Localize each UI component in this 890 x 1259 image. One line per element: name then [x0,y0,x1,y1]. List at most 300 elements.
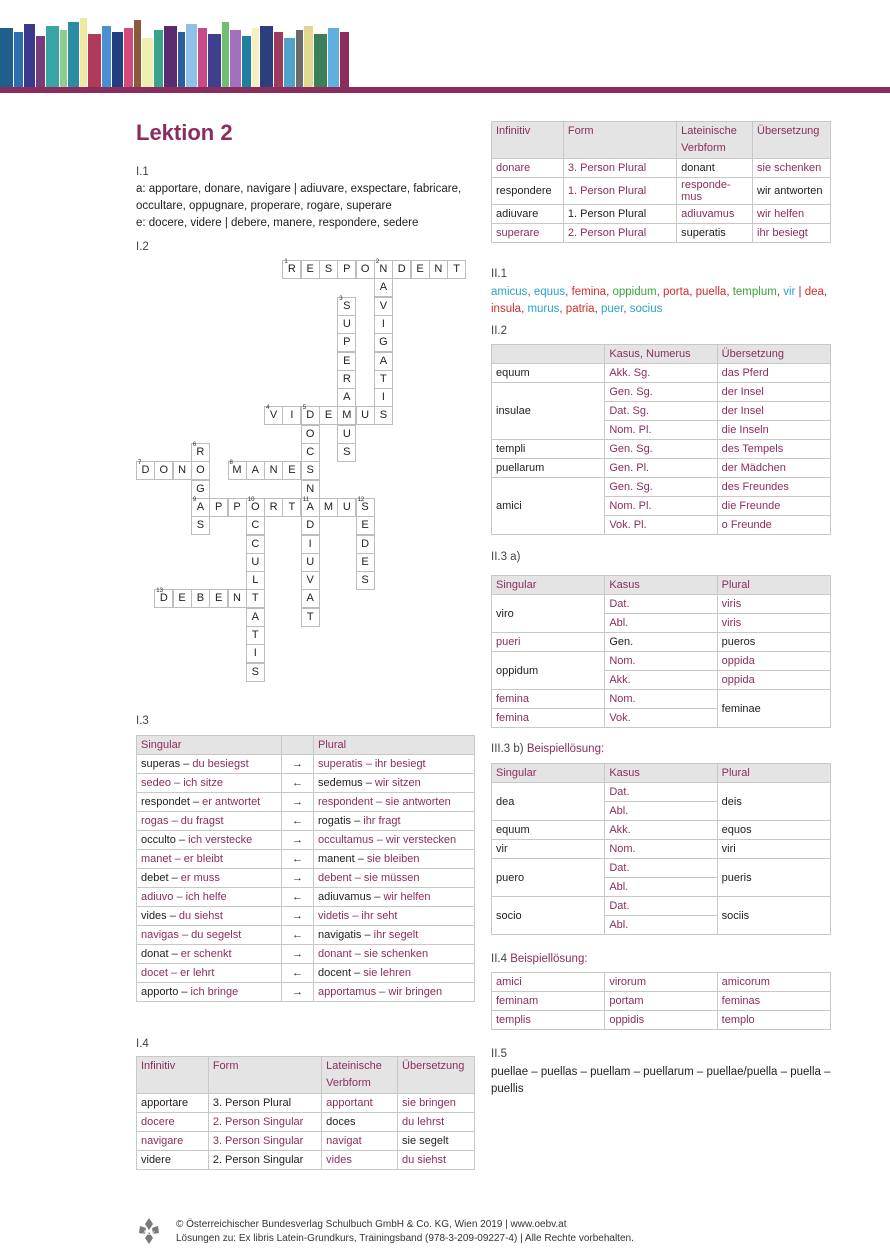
table-cell: pueros [717,633,830,652]
crossword-cell: A [337,388,356,407]
crossword-cell: C [246,516,265,535]
table-cell: templi [492,440,605,459]
header-cell: Infinitiv [137,1057,209,1094]
table-row [137,1094,475,1113]
answer-text: wir sitzen [374,777,421,789]
section-label-ii2: II.2 [491,325,507,337]
crossword-cell: A [246,461,265,480]
header-cell: Infinitiv [492,122,564,159]
plural-cell [314,831,475,850]
table-cell: o Freunde [717,516,830,535]
crossword-cell: A [246,608,265,627]
table-row [137,926,475,945]
table-cell: wir helfen [753,205,831,224]
crossword-cell: T [301,608,320,627]
table-cell: socio [492,897,605,935]
answer-text: du besiegst [192,758,249,770]
crossword-cell: P [337,333,356,352]
table-cell: Nom. Pl. [605,421,717,440]
noun-word: patria [565,303,595,315]
arrow-cell: → [282,907,314,926]
table-row [137,964,475,983]
answer-text: ich verstecke [188,834,253,846]
table-cell: Abl. [605,614,717,633]
table-cell: navigare [137,1132,209,1151]
crossword-cell: U [337,498,356,517]
header-cell: Plural [314,736,475,755]
crossword-cell: M [319,498,338,517]
table-row [492,652,831,671]
crossword-cell: R [337,370,356,389]
header-cell: Lateinische Verbform [322,1057,398,1094]
table-cell: Akk. [605,821,717,840]
noun-word: insula [491,303,522,315]
ii4-suffix: Beispiellösung: [510,953,588,965]
answer-text: navigas – du segelst [141,929,242,941]
crossword-cell: 12 S [356,498,375,517]
table-cell: oppidum [492,652,605,690]
plural-cell [314,812,475,831]
table-cell: pueri [492,633,605,652]
crossword-cell: E [282,461,301,480]
table-row [137,945,475,964]
table-header-row [492,345,831,364]
crossword-cell: P [228,498,247,517]
crossword-cell: O [154,461,173,480]
table-cell: sie bringen [398,1094,475,1113]
book-spine [230,30,241,88]
crossword-cell: D [356,535,375,554]
ii4-table [491,972,831,1030]
crossword-cell: 8 M [228,461,247,480]
crossword-cell: 11 A [301,498,320,517]
table-row [492,633,831,652]
book-spine [80,18,87,88]
table-cell: superare [492,224,564,243]
i1-text [136,181,466,232]
book-spine [304,26,313,88]
given-text: adiuvamus – [318,891,384,903]
table-row [492,440,831,459]
given-text: rogatis – [318,815,364,827]
table-cell: 1. Person Plural [563,178,676,205]
crossword-cell: N [228,589,247,608]
book-spine [274,32,283,88]
book-spine [164,26,177,88]
crossword-cell: U [337,315,356,334]
section-label-ii3a: II.3 a) [491,551,521,563]
table-cell: adiuvare [492,205,564,224]
arrow-cell: ← [282,812,314,831]
i3-table [136,735,475,1002]
crossword-cell: I [374,315,393,334]
header-cell: Singular [492,576,605,595]
table-row [137,793,475,812]
table-cell: sociis [717,897,830,935]
book-spine [198,28,207,88]
plural-cell [314,755,475,774]
given-text: sedemus – [318,777,375,789]
table-cell: Nom. [605,690,717,709]
noun-word: oppidum [612,286,657,298]
crossword-cell: E [209,589,228,608]
crossword-cell: C [246,535,265,554]
crossword-cell: 5 D [301,406,320,425]
book-spine [14,32,23,88]
singular-cell [137,888,282,907]
table-row [137,812,475,831]
ii3a-table [491,575,831,728]
table-row [137,983,475,1002]
verb-form-table [491,121,831,243]
crossword-cell: A [374,278,393,297]
table-cell: die Inseln [717,421,830,440]
iii3b-label: III.3 b) [491,743,524,755]
book-spine [186,24,197,88]
crossword-cell: U [301,553,320,572]
answer-text: ihr fragt [363,815,401,827]
answer-text: du siehst [178,910,223,922]
plural-cell [314,774,475,793]
header-cell: Übersetzung [753,122,831,159]
crossword-number: 2 [375,259,380,265]
table-cell: Abl. [605,916,717,935]
table-row [492,1011,831,1030]
crossword-cell: 9 A [191,498,210,517]
crossword-cell: N [429,260,448,279]
table-header-row [137,1057,475,1094]
table-cell: virorum [605,973,717,992]
table-cell: Gen. Sg. [605,440,717,459]
noun-word: dea [804,286,824,298]
logo-text: öbv [143,1230,155,1237]
crossword-cell: S [319,260,338,279]
noun-word: amicus [491,286,528,298]
plural-cell [314,926,475,945]
crossword-number: 11 [302,496,309,503]
arrow-cell: → [282,983,314,1002]
given-text: docent – [318,967,364,979]
answer-text: er schenkt [180,948,232,960]
table-cell: Abl. [605,802,717,821]
crossword-cell: T [246,589,265,608]
separator: , [565,286,572,298]
separator: , [726,286,733,298]
noun-word: vir [783,286,796,298]
crossword-cell: U [356,406,375,425]
table-row [492,478,831,497]
answer-text: videtis – ihr seht [318,910,398,922]
book-spine [296,30,303,88]
footer [176,1218,634,1246]
table-cell: femina [492,709,605,728]
separator: | [795,286,805,298]
table-row [137,1132,475,1151]
table-cell: navigat [322,1132,398,1151]
crossword-cell: C [301,443,320,462]
noun-word: puella [695,286,727,298]
arrow-cell: → [282,831,314,850]
table-row [492,783,831,802]
table-cell: apportant [322,1094,398,1113]
table-row [492,690,831,709]
crossword-cell: E [301,260,320,279]
table-cell: dea [492,783,605,821]
crossword-number: 10 [247,496,255,503]
header-cell: Kasus [605,576,717,595]
given-text: debet – [141,872,181,884]
table-cell: docere [137,1113,209,1132]
book-spine [0,28,13,88]
book-spine [124,28,133,88]
table-cell: templo [717,1011,830,1030]
crossword-cell: E [319,406,338,425]
noun-word: murus [527,303,560,315]
table-cell: 2. Person Plural [563,224,676,243]
table-cell: Nom. Pl. [605,497,717,516]
table-cell: 2. Person Singular [208,1151,321,1170]
answer-text: docet – er lehrt [141,967,215,979]
table-row [137,1151,475,1170]
table-row [492,859,831,878]
i1-line: occultare, oppugnare, properare, rogare, superare [136,200,392,212]
table-cell: equos [717,821,830,840]
separator: , [623,303,630,315]
crossword-cell: E [411,260,430,279]
arrow-cell: → [282,869,314,888]
table-row [492,973,831,992]
plural-cell [314,983,475,1002]
table-cell: Akk. [605,671,717,690]
arrow-cell: ← [282,964,314,983]
arrow-cell: → [282,793,314,812]
table-cell: Dat. Sg. [605,402,717,421]
answer-text: wir helfen [383,891,431,903]
table-row [492,840,831,859]
crossword-cell: S [374,406,393,425]
answer-text: ihr segelt [373,929,419,941]
table-cell: Dat. [605,595,717,614]
crossword-cell: T [246,626,265,645]
plural-cell [314,850,475,869]
book-spine [134,20,141,88]
arrow-cell: → [282,755,314,774]
table-cell: Vok. Pl. [605,516,717,535]
crossword-cell: V [374,297,393,316]
arrow-cell: ← [282,774,314,793]
crossword-cell: 2 N [374,260,393,279]
plural-cell [314,888,475,907]
crossword-cell: P [337,260,356,279]
crossword-cell: L [246,571,265,590]
noun-word: femina [571,286,607,298]
table-cell: puellarum [492,459,605,478]
plural-cell [314,793,475,812]
table-cell: viris [717,614,830,633]
crossword-number: 5 [302,405,307,412]
table-cell: sie segelt [398,1132,475,1151]
section-label-i3: I.3 [136,715,149,727]
section-label-i4: I.4 [136,1038,149,1050]
table-cell: apportare [137,1094,209,1113]
table-cell: der Insel [717,402,830,421]
crossword-cell: A [374,352,393,371]
crossword-cell: I [374,388,393,407]
table-row [137,755,475,774]
ii4-label: II.4 [491,953,507,965]
given-text: vides – [141,910,179,922]
separator: , [521,303,528,315]
table-cell: feminae [717,690,830,728]
crossword-cell: U [337,425,356,444]
table-cell: deis [717,783,830,821]
header-cell: Plural [717,576,830,595]
crossword-cell: T [447,260,466,279]
answer-text: ich bringe [190,986,239,998]
table-row [492,178,831,205]
table-header-row [492,764,831,783]
section-label-ii5: II.5 [491,1048,507,1060]
answer-text: manet – er bleibt [141,853,223,865]
given-text: respondet – [141,796,203,808]
singular-cell [137,774,282,793]
crossword-cell: 10 O [246,498,265,517]
arrow-cell: ← [282,926,314,945]
crossword-cell: R [264,498,283,517]
crossword-cell: N [301,480,320,499]
table-row [492,897,831,916]
crossword-number: 13 [156,588,163,595]
table-cell: donant [677,159,753,178]
header-cell [282,736,314,755]
header-cell: Singular [492,764,605,783]
table-row [137,831,475,850]
singular-cell [137,907,282,926]
header-cell: Kasus [605,764,717,783]
given-text: manent – [318,853,367,865]
table-row [137,1113,475,1132]
table-cell: 1. Person Plural [563,205,676,224]
book-spine [112,32,123,88]
table-cell: Gen. Pl. [605,459,717,478]
given-text: donat – [141,948,181,960]
table-row [492,459,831,478]
noun-word: equus [533,286,566,298]
table-row [492,205,831,224]
singular-cell [137,926,282,945]
crossword-cell: E [337,352,356,371]
crossword-number: 7 [138,460,142,467]
arrow-cell: ← [282,850,314,869]
oebv-logo-icon [136,1216,162,1246]
crossword-number: 12 [357,496,365,503]
book-spine [36,36,45,88]
crossword-cell: S [301,461,320,480]
crossword-cell: I [301,535,320,554]
table-cell: das Pferd [717,364,830,383]
crossword-cell: D [301,516,320,535]
singular-cell [137,945,282,964]
iii3b-table [491,763,831,935]
crossword-number: 4 [266,405,270,412]
table-cell: Dat. [605,783,717,802]
crossword-cell: 13 D [154,589,173,608]
singular-cell [137,793,282,812]
header-cell [492,345,605,364]
table-row [492,224,831,243]
table-row [492,595,831,614]
crossword-cell: E [356,516,375,535]
arrow-cell: → [282,945,314,964]
table-cell: insulae [492,383,605,440]
book-spine [60,30,67,88]
table-row [137,850,475,869]
answer-text: sedeo – ich sitze [141,777,223,789]
table-cell: equum [492,364,605,383]
header-cell: Form [563,122,676,159]
table-cell: oppidis [605,1011,717,1030]
crossword-number: 1 [284,259,288,265]
header-bookshelf [0,0,890,96]
table-header-row [492,122,831,159]
crossword-cell: V [301,571,320,590]
book-spine [260,26,273,88]
answer-text: sie lehren [363,967,411,979]
table-cell: 3. Person Singular [208,1132,321,1151]
crossword-cell: S [191,516,210,535]
table-cell: viri [717,840,830,859]
table-row [137,869,475,888]
table-cell: 3. Person Plural [208,1094,321,1113]
header-cell: Übersetzung [398,1057,475,1094]
footer-copyright: © Österreichischer Bundesverlag Schulbuch GmbH & Co. KG, Wien 2019 | www.oebv.at [176,1219,567,1230]
book-spine [222,22,229,88]
crossword-cell: 6 R [191,443,210,462]
crossword-cell: T [282,498,301,517]
separator: , [776,286,784,298]
section-label-ii4 [491,953,588,965]
table-cell: 3. Person Plural [563,159,676,178]
ii5-text: puellae – puellas – puellam – puellarum – puellae/puella – puella – puellis [491,1066,831,1095]
table-cell: Dat. [605,859,717,878]
separator: , [656,286,663,298]
table-cell: portam [605,992,717,1011]
book-spine [102,26,111,88]
crossword-cell: N [173,461,192,480]
crossword-cell: G [374,333,393,352]
table-cell: vir [492,840,605,859]
header-cell: Lateinische Verbform [677,122,753,159]
singular-cell [137,983,282,1002]
table-row [492,992,831,1011]
table-cell: Gen. Sg. [605,478,717,497]
crossword-cell: M [337,406,356,425]
answer-text: debent – sie müssen [318,872,420,884]
table-cell: du siehst [398,1151,475,1170]
singular-cell [137,869,282,888]
crossword-cell: E [356,553,375,572]
table-cell: oppida [717,652,830,671]
header-cell: Singular [137,736,282,755]
table-cell: amicorum [717,973,830,992]
table-cell: sie schenken [753,159,831,178]
crossword-cell: B [191,589,210,608]
book-spine [142,38,153,88]
book-spine [68,22,79,88]
section-label-iii3b [491,743,604,755]
crossword-grid [136,260,481,700]
table-cell: 2. Person Singular [208,1113,321,1132]
